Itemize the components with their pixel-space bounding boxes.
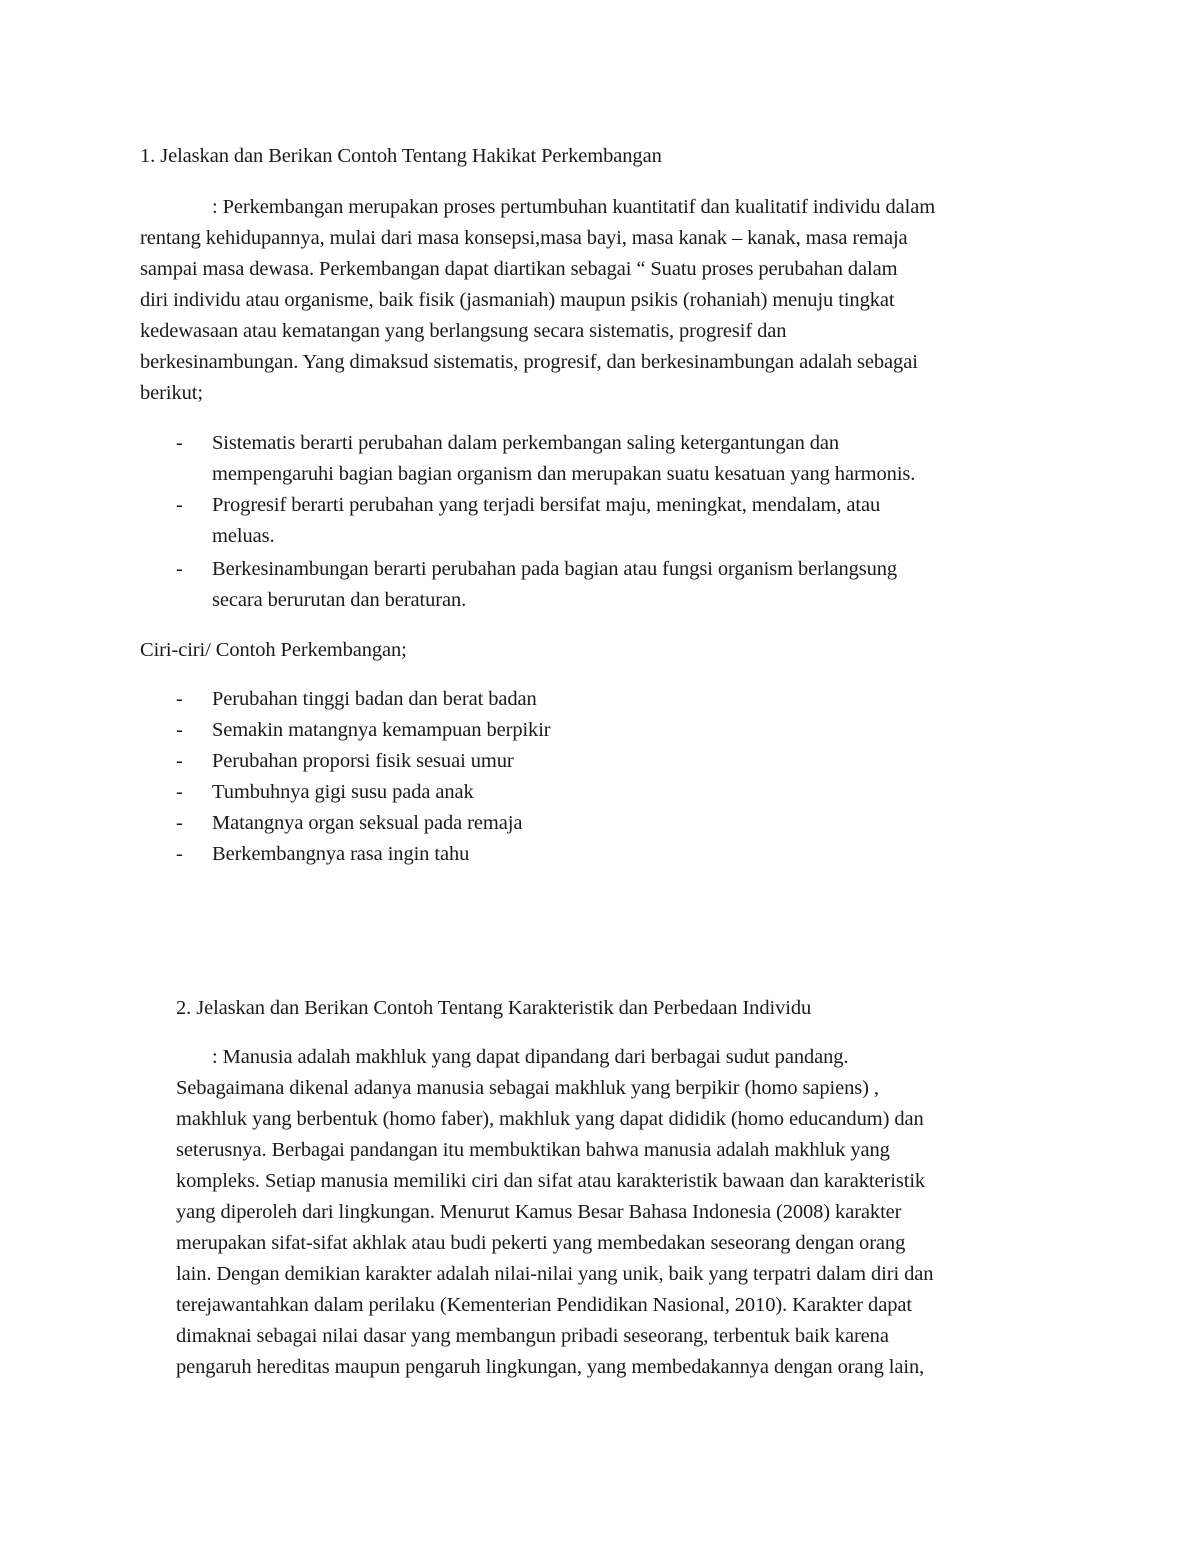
bullet-marker: - — [176, 750, 183, 772]
section2-paragraph-line: kompleks. Setiap manusia memiliki ciri dan sifat atau karakteristik bawaan dan karakteristik — [176, 1170, 926, 1192]
section1-paragraph-line: rentang kehidupannya, mulai dari masa konsepsi,masa bayi, masa kanak – kanak, masa remaja — [140, 227, 908, 249]
section2-paragraph-line: dimaknai sebagai nilai dasar yang membangun pribadi seseorang, terbentuk baik karena — [176, 1325, 889, 1347]
examples-heading: Ciri-ciri/ Contoh Perkembangan; — [140, 639, 407, 661]
bullet-item-line: Berkesinambungan berarti perubahan pada bagian atau fungsi organism berlangsung — [212, 558, 898, 580]
bullet-marker: - — [176, 781, 183, 803]
section1-paragraph-line: sampai masa dewasa. Perkembangan dapat diartikan sebagai “ Suatu proses perubahan dalam — [140, 258, 898, 280]
bullet-item-line: meluas. — [212, 525, 275, 547]
section2-paragraph-line: seterusnya. Berbagai pandangan itu membuktikan bahwa manusia adalah makhluk yang — [176, 1139, 890, 1161]
bullet-item-line: Progresif berarti perubahan yang terjadi bersifat maju, meningkat, mendalam, atau — [212, 494, 881, 516]
section2-heading: 2. Jelaskan dan Berikan Contoh Tentang Karakteristik dan Perbedaan Individu — [176, 997, 812, 1019]
section1-heading: 1. Jelaskan dan Berikan Contoh Tentang Hakikat Perkembangan — [140, 145, 662, 167]
section1-paragraph-line: : Perkembangan merupakan proses pertumbuhan kuantitatif dan kualitatif individu dalam — [212, 196, 936, 218]
bullet-marker: - — [176, 719, 183, 741]
section1-paragraph-line: berkesinambungan. Yang dimaksud sistematis, progresif, dan berkesinambungan adalah sebagai — [140, 351, 918, 373]
example-item: Semakin matangnya kemampuan berpikir — [212, 719, 551, 741]
bullet-marker: - — [176, 688, 183, 710]
section2-paragraph-line: pengaruh hereditas maupun pengaruh lingkungan, yang membedakannya dengan orang lain, — [176, 1356, 925, 1378]
example-item: Perubahan proporsi fisik sesuai umur — [212, 750, 514, 772]
example-item: Perubahan tinggi badan dan berat badan — [212, 688, 537, 710]
section2-paragraph-line: Sebagaimana dikenal adanya manusia sebagai makhluk yang berpikir (homo sapiens) , — [176, 1077, 879, 1099]
bullet-marker: - — [176, 843, 183, 865]
section2-paragraph-line: makhluk yang berbentuk (homo faber), makhluk yang dapat dididik (homo educandum) dan — [176, 1108, 924, 1130]
section1-paragraph-line: berikut; — [140, 382, 203, 404]
section1-paragraph-line: kedewasaan atau kematangan yang berlangsung secara sistematis, progresif dan — [140, 320, 787, 342]
section2-paragraph-line: yang diperoleh dari lingkungan. Menurut Kamus Besar Bahasa Indonesia (2008) karakter — [176, 1201, 902, 1223]
bullet-marker: - — [176, 494, 183, 516]
example-item: Tumbuhnya gigi susu pada anak — [212, 781, 474, 803]
bullet-item-line: mempengaruhi bagian bagian organism dan merupakan suatu kesatuan yang harmonis. — [212, 463, 916, 485]
bullet-marker: - — [176, 812, 183, 834]
section2-paragraph-line: terejawantahkan dalam perilaku (Kementerian Pendidikan Nasional, 2010). Karakter dapat — [176, 1294, 912, 1316]
section2-paragraph-line: : Manusia adalah makhluk yang dapat dipandang dari berbagai sudut pandang. — [212, 1046, 849, 1068]
bullet-item-line: Sistematis berarti perubahan dalam perkembangan saling ketergantungan dan — [212, 432, 840, 454]
example-item: Berkembangnya rasa ingin tahu — [212, 843, 470, 865]
section2-paragraph-line: merupakan sifat-sifat akhlak atau budi pekerti yang membedakan seseorang dengan orang — [176, 1232, 906, 1254]
bullet-marker: - — [176, 432, 183, 454]
example-item: Matangnya organ seksual pada remaja — [212, 812, 523, 834]
bullet-item-line: secara berurutan dan beraturan. — [212, 589, 467, 611]
section1-paragraph-line: diri individu atau organisme, baik fisik (jasmaniah) maupun psikis (rohaniah) menuju tingkat — [140, 289, 895, 311]
bullet-marker: - — [176, 558, 183, 580]
section2-paragraph-line: lain. Dengan demikian karakter adalah nilai-nilai yang unik, baik yang terpatri dalam diri dan — [176, 1263, 934, 1285]
